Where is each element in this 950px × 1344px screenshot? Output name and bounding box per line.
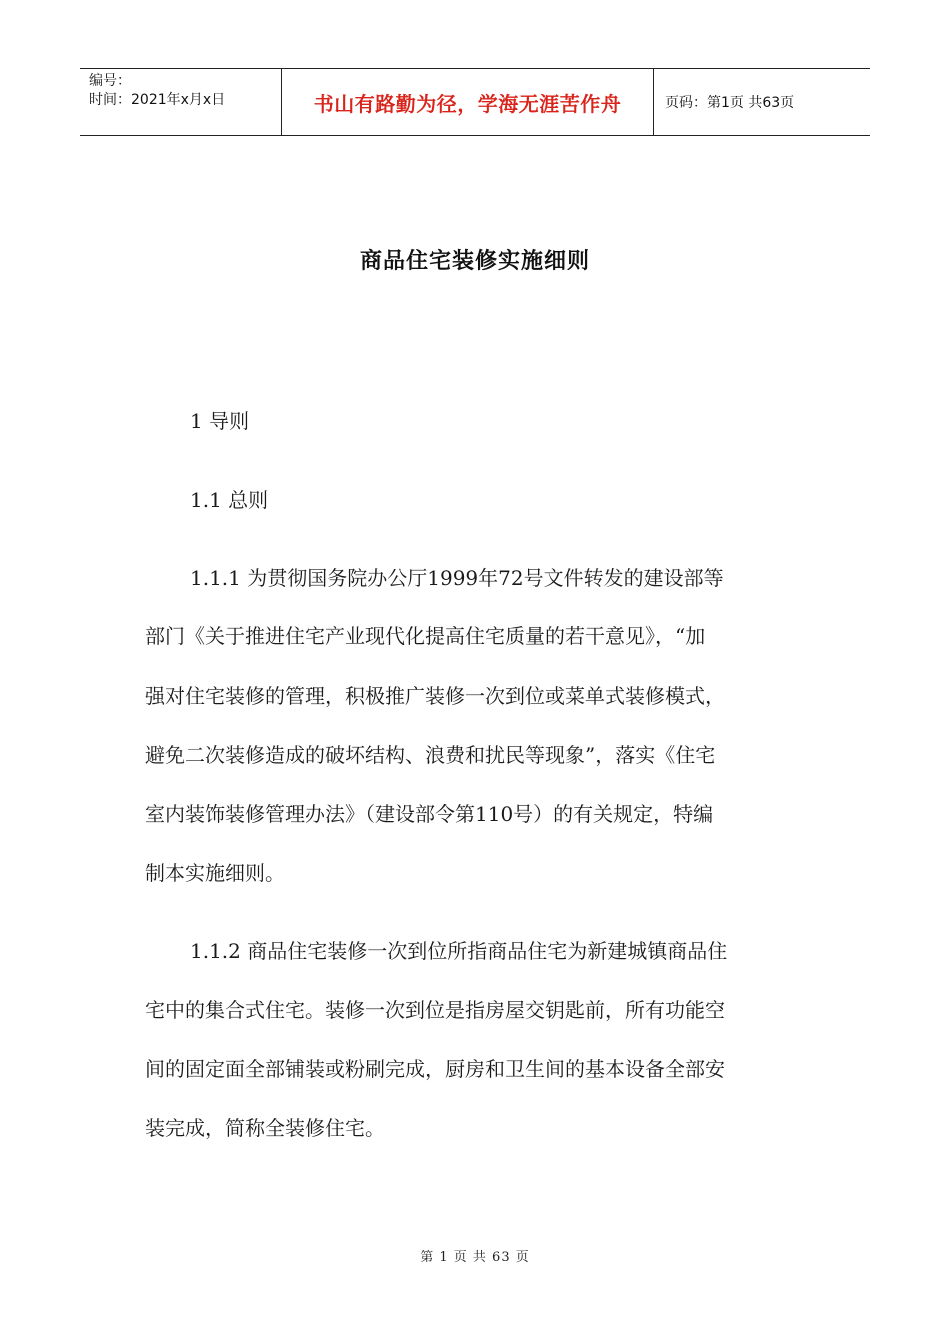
page-header-table [80,68,870,136]
header-page-info: 页码：第1页 共63页 [665,95,795,111]
heading-1: 1 导则 [190,409,250,433]
paragraph-line: 间的固定面全部铺装或粉刷完成，厨房和卫生间的基本设备全部安 [145,1057,725,1081]
header-motto-cell [281,69,654,135]
header-meta-cell [80,69,281,135]
date-label: 时间：2021年x月x日 [89,92,226,108]
paragraph-line: 制本实施细则。 [145,861,285,885]
paragraph-line: 室内装饰装修管理办法》（建设部令第110号）的有关规定，特编 [145,802,714,826]
heading-1-1: 1.1 总则 [190,488,269,512]
paragraph-line: 宅中的集合式住宅。装修一次到位是指房屋交钥匙前，所有功能空 [145,998,725,1022]
serial-number-label: 编号： [89,73,131,89]
paragraph-line: 1.1.1 为贯彻国务院办公厅1999年72号文件转发的建设部等 [190,566,724,590]
header-page-cell [654,69,870,135]
paragraph-line: 1.1.2 商品住宅装修一次到位所指商品住宅为新建城镇商品住 [190,939,728,963]
paragraph-line: 强对住宅装修的管理，积极推广装修一次到位或菜单式装修模式， [145,684,725,708]
paragraph-line: 避免二次装修造成的破坏结构、浪费和扰民等现象”，落实《住宅 [145,743,716,767]
page-footer: 第 1 页 共 63 页 [420,1250,530,1265]
document-title: 商品住宅装修实施细则 [359,249,590,274]
paragraph-line: 部门《关于推进住宅产业现代化提高住宅质量的若干意见》，“加 [145,624,706,648]
paragraph-line: 装完成，简称全装修住宅。 [145,1116,385,1140]
header-motto: 书山有路勤为径，学海无涯苦作舟 [313,91,622,116]
